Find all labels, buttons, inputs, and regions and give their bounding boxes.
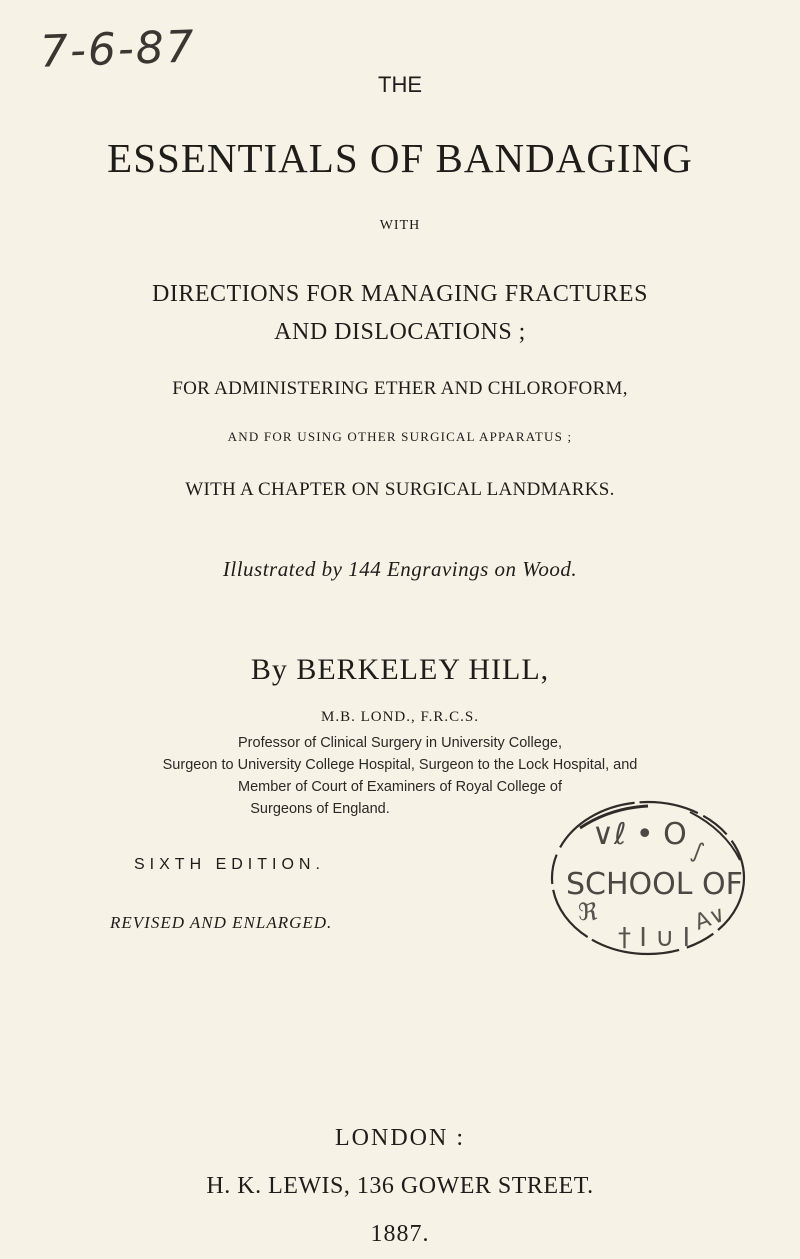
author-affiliation-1: Professor of Clinical Surgery in University College, bbox=[238, 735, 562, 751]
subtitle-directions-line-2: AND DISLOCATIONS ; bbox=[274, 319, 526, 345]
book-title: ESSENTIALS OF BANDAGING bbox=[107, 135, 693, 181]
handwritten-shelf-mark: 7-6-87 bbox=[39, 21, 197, 78]
library-stamp-icon bbox=[540, 790, 750, 960]
imprint-city: LONDON : bbox=[335, 1125, 465, 1151]
author-by: By bbox=[250, 653, 288, 686]
author-affiliation-4: Surgeons of England. bbox=[250, 801, 390, 817]
illustrations-note: Illustrated by 144 Engravings on Wood. bbox=[222, 557, 578, 581]
with-line: WITH bbox=[379, 218, 421, 233]
svg-text:∨ℓ • O: ∨ℓ • O bbox=[592, 817, 687, 852]
title-article: THE bbox=[378, 72, 422, 97]
svg-text:† I ∪ I: † I ∪ I bbox=[618, 923, 691, 953]
imprint-year: 1887. bbox=[370, 1221, 430, 1247]
edition-statement: SIXTH EDITION. bbox=[134, 856, 325, 873]
subtitle-chapter-line: WITH A CHAPTER ON SURGICAL LANDMARKS. bbox=[185, 479, 615, 500]
author-qualifications: M.B. LOND., F.R.C.S. bbox=[321, 709, 479, 725]
subtitle-directions-line-1: DIRECTIONS FOR MANAGING FRACTURES bbox=[152, 281, 648, 307]
author-affiliation-3: Member of Court of Examiners of Royal College of bbox=[238, 779, 562, 795]
stamp-text: SCHOOL OF bbox=[566, 867, 743, 902]
subtitle-apparatus-line: AND FOR USING OTHER SURGICAL APPARATUS ; bbox=[227, 429, 573, 444]
author-name: BERKELEY HILL, bbox=[296, 653, 550, 686]
svg-text:∫: ∫ bbox=[688, 837, 707, 866]
svg-text:ℜ: ℜ bbox=[578, 898, 598, 926]
revision-statement: REVISED AND ENLARGED. bbox=[110, 913, 333, 932]
author-affiliation-2: Surgeon to University College Hospital, Surgeon to the Lock Hospital, and bbox=[162, 757, 638, 773]
svg-text:A∨: A∨ bbox=[691, 901, 730, 936]
imprint-publisher: H. K. LEWIS, 136 GOWER STREET. bbox=[206, 1173, 594, 1199]
subtitle-ether-line: FOR ADMINISTERING ETHER AND CHLOROFORM, bbox=[172, 378, 628, 399]
author-line bbox=[0, 655, 800, 685]
